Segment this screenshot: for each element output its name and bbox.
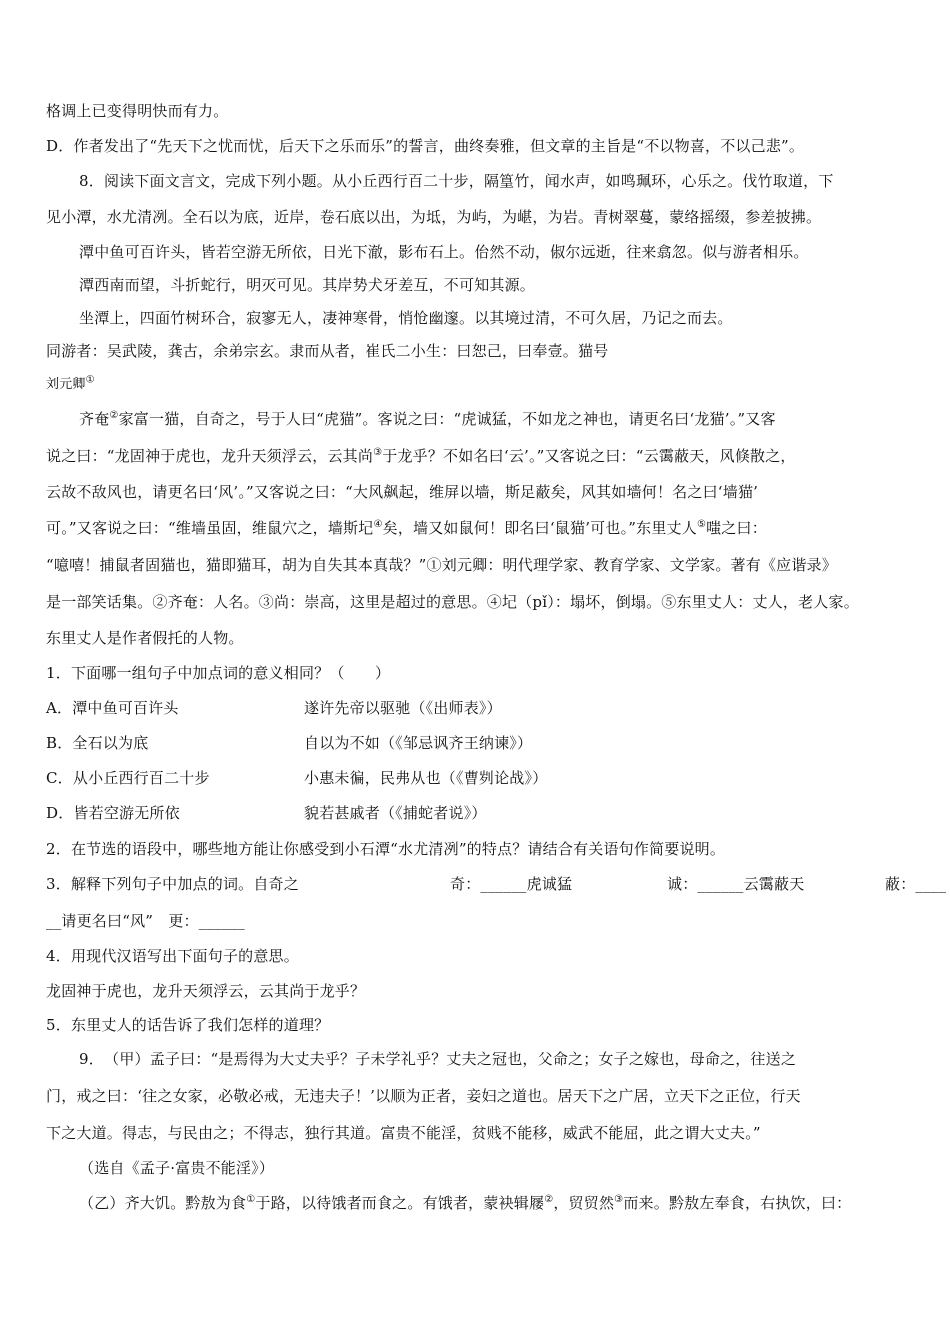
- option-c: [46, 768, 548, 788]
- question-5: 5．东里丈人的话告诉了我们怎样的道理？: [46, 1016, 330, 1034]
- text-line: 门，戒之曰：‘往之女家，必敬必戒，无违夫子！’以顺为正者，妾妇之道也。居天下之广居，立天下之正位，行天: [46, 1087, 801, 1105]
- question-4: 4．用现代汉语写出下面句子的意思。: [46, 947, 299, 965]
- text-span: 而来。黔敖左奉食，右执饮，曰：: [623, 1194, 852, 1212]
- question-3-cont: __请更名曰“风” 更：______: [46, 912, 245, 930]
- question-3: [46, 874, 947, 894]
- footnote-marker: ②: [544, 1194, 554, 1205]
- text-line: 东里丈人是作者假托的人物。: [46, 629, 244, 647]
- question-2: 2．在节选的语段中，哪些地方能让你感受到小石潭“水尤清冽”的特点？请结合有关语句作简要说明。: [46, 840, 726, 858]
- text-span: 齐奄: [79, 410, 110, 428]
- text-span: 说之曰：“龙固神于虎也，龙升天须浮云，云其尚: [46, 447, 374, 465]
- question-8-intro: 8．阅读下面文言文，完成下列小题。从小丘西行百二十步，隔篁竹，闻水声，如鸣珮环，心乐之。伐竹取道，下: [79, 172, 834, 190]
- q3-blank-cheng: 诚：______云霭蔽天: [667, 875, 805, 893]
- text-span: 于路，以待饿者而食之。有饿者，蒙袂辑屦: [255, 1194, 545, 1212]
- text-line: 潭西南而望，斗折蛇行，明灭可见。其岸势犬牙差互，不可知其源。: [79, 276, 536, 294]
- text-line: [46, 446, 796, 466]
- text-line: [46, 518, 767, 538]
- author-name: 刘元卿: [46, 377, 86, 392]
- option-a: [46, 698, 502, 718]
- footnote-marker: ②: [109, 410, 119, 421]
- text-span: 矣，墙又如鼠何！即名曰‘鼠猫’可也。”东里丈人: [382, 519, 697, 537]
- text-line: 坐潭上，四面竹树环合，寂寥无人，凄神寒骨，悄怆幽邃。以其境过清，不可久居，乃记之而去。: [79, 309, 733, 327]
- option-right: 遂许先帝以驱驰（《出师表》）: [304, 699, 502, 717]
- source-citation: （选自《孟子·富贵不能淫》）: [79, 1159, 275, 1177]
- text-line: 潭中鱼可百许头，皆若空游无所依，日光下澈，影布石上。佁然不动，俶尔远逝，往来翕忽。似与游者相乐。: [79, 243, 809, 261]
- footnote-marker: ⑤: [696, 519, 707, 530]
- text-span: 可。”又客说之曰：“维墙虽固，维鼠穴之，墙斯圮: [46, 519, 374, 537]
- footnote-marker: ③: [373, 447, 383, 458]
- option-d: [46, 803, 487, 823]
- footnotes-line: 是一部笑话集。②齐奄：人名。③尚：崇高，这里是超过的意思。④圮（pǐ）：塌坏，倒塌。⑤东里丈人：丈人，老人家。: [46, 593, 859, 611]
- footnote-marker: ①: [85, 374, 95, 386]
- option-b: [46, 733, 533, 753]
- text-line: 下之大道。得志，与民由之；不得志，独行其道。富贵不能淫，贫贱不能移，威武不能屈，此之谓大丈夫。”: [46, 1124, 761, 1142]
- text-line: 同游者：吴武陵，龚古，余弟宗玄。隶而从者，崔氏二小生：曰恕己，曰奉壹。猫号: [46, 342, 609, 360]
- q3-blank-qi: 奇：______虎诚猛: [450, 875, 573, 893]
- option-right: 自以为不如（《邹忌讽齐王纳谏》）: [304, 734, 533, 752]
- question-1: 1．下面哪一组句子中加点词的意义相同？（ ）: [46, 664, 391, 682]
- option-d-line: D．作者发出了“先天下之忧而忧，后天下之乐而乐”的誓言，曲终奏雅，但文章的主旨是“不以物喜，不以己悲”。: [46, 137, 805, 155]
- text-span: ，贸贸然: [553, 1194, 615, 1212]
- text-span: 嗤之曰：: [706, 519, 767, 537]
- footnote-marker: ①: [246, 1194, 256, 1205]
- option-left: A．潭中鱼可百许头: [46, 699, 179, 717]
- author-line: [46, 375, 95, 395]
- text-line: [79, 409, 776, 429]
- text-span: 家富一猫，自奇之，号于人曰“虎猫”。客说之曰：“虎诚猛，不如龙之神也，请更名曰‘龙猫’。”又客: [118, 410, 776, 428]
- option-left: C．从小丘西行百二十步: [46, 769, 210, 787]
- option-right: 小惠未徧，民弗从也（《曹刿论战》）: [304, 769, 548, 787]
- option-left: B．全石以为底: [46, 734, 149, 752]
- footnote-marker: ③: [614, 1194, 624, 1205]
- option-left: D．皆若空游无所依: [46, 804, 180, 822]
- q3-blank-bi: 蔽：____: [885, 875, 947, 893]
- text-span: 于龙乎？不如名曰‘云’。”又客说之曰：“云霭蔽天，风倏散之，: [382, 447, 796, 465]
- q3-prompt: 3．解释下列句子中加点的词。自奇之: [46, 875, 299, 893]
- text-line: 见小潭，水尤清冽。全石以为底，近岸，卷石底以出，为坻，为屿，为嵁，为岩。青树翠蔓，蒙络摇缀，参差披拂。: [46, 208, 822, 226]
- text-line: 格调上已变得明快而有力。: [46, 102, 229, 120]
- text-line: “噫嘻！捕鼠者固猫也，猫即猫耳，胡为自失其本真哉？”①刘元卿：明代理学家、教育学家、文学家。著有《应谐录》: [46, 556, 837, 574]
- text-span: （乙）齐大饥。黔敖为食: [79, 1194, 247, 1212]
- text-line: 云故不敌风也，请更名曰‘风’。”又客说之曰：“大风飙起，维屏以墙，斯足蔽矣，风其如墙何！名之曰‘墙猫’: [46, 483, 759, 501]
- text-line: [79, 1193, 851, 1213]
- option-right: 貌若甚戚者（《捕蛇者说》）: [304, 804, 487, 822]
- question-4-sentence: 龙固神于虎也，龙升天须浮云，云其尚于龙乎？: [46, 982, 366, 1000]
- footnote-marker: ④: [373, 519, 383, 530]
- question-9-intro: 9． （甲）孟子曰：“是焉得为大丈夫乎？子未学礼乎？丈夫之冠也，父命之；女子之嫁也，母命之，往送之: [79, 1050, 797, 1068]
